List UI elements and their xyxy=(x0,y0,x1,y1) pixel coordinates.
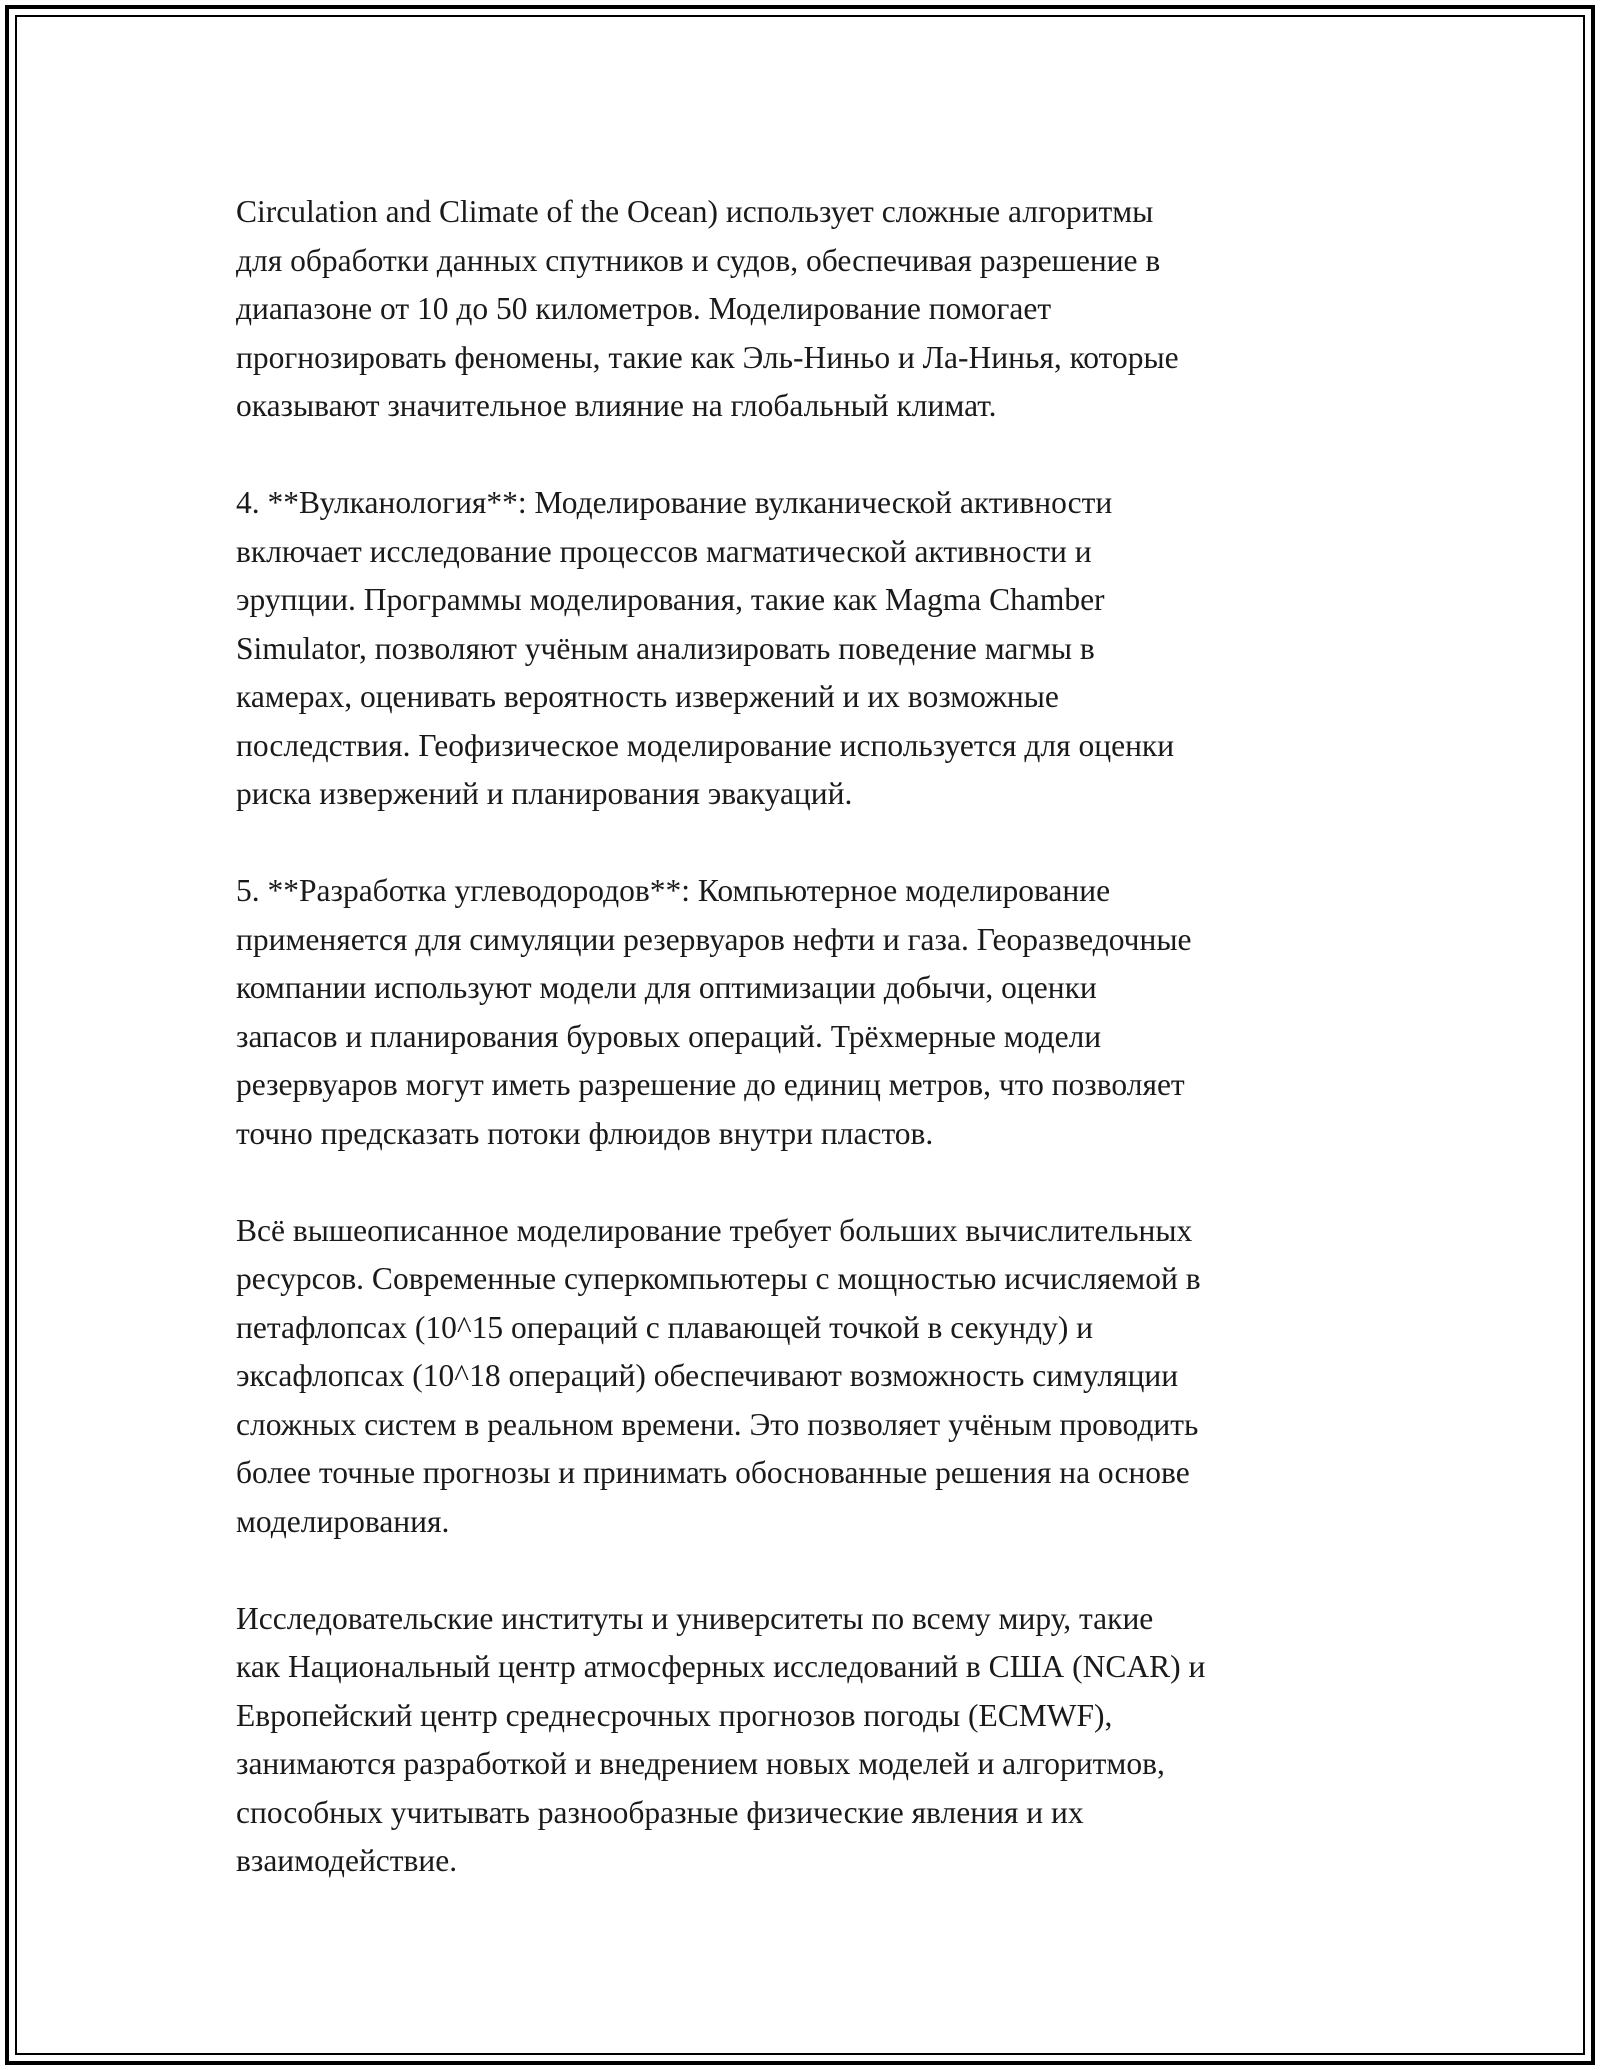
text-line: сложных систем в реальном времени. Это позволяет учёным проводить xyxy=(236,1406,1199,1442)
text-line: Исследовательские институты и университеты по всему миру, такие xyxy=(236,1600,1154,1636)
text-line: Simulator, позволяют учёным анализировать поведение магмы в xyxy=(236,630,1095,666)
paragraph-spacer xyxy=(236,819,1396,868)
text-line: для обработки данных спутников и судов, обеспечивая разрешение в xyxy=(236,242,1161,278)
paragraph-hydrocarbons xyxy=(236,867,1396,1158)
text-line: риска извержений и планирования эвакуаций. xyxy=(236,776,853,811)
paragraph-spacer xyxy=(236,1546,1396,1595)
text-line: точно предсказать потоки флюидов внутри пластов. xyxy=(236,1115,934,1151)
text-line: ресурсов. Современные суперкомпьютеры с мощностью исчисляемой в xyxy=(236,1261,1201,1296)
text-line: более точные прогнозы и принимать обоснованные решения на основе xyxy=(236,1455,1190,1490)
text-line: диапазоне от 10 до 50 километров. Моделирование помогает xyxy=(236,291,1052,326)
paragraph-research-institutes xyxy=(236,1595,1396,1886)
text-line: включает исследование процессов магматической активности и xyxy=(236,533,1092,569)
text-line: прогнозировать феномены, такие как Эль-Ниньо и Ла-Нинья, которые xyxy=(236,339,1179,375)
text-line: применяется для симуляции резервуаров нефти и газа. Георазведочные xyxy=(236,921,1192,957)
text-line: способных учитывать разнообразные физические явления и их xyxy=(236,1794,1084,1830)
paragraph-computing-resources xyxy=(236,1207,1396,1547)
text-line: 4. **Вулканология**: Моделирование вулканической активности xyxy=(236,485,1113,520)
paragraph-ocean-modeling xyxy=(236,188,1396,431)
text-line: Европейский центр среднесрочных прогнозов погоды (ECMWF), xyxy=(236,1697,1113,1733)
paragraph-spacer xyxy=(236,431,1396,480)
text-line: оказывают значительное влияние на глобальный климат. xyxy=(236,388,997,423)
text-line: занимаются разработкой и внедрением новых моделей и алгоритмов, xyxy=(236,1746,1165,1781)
text-line: запасов и планирования буровых операций. Трёхмерные модели xyxy=(236,1018,1102,1054)
text-line: Circulation and Climate of the Ocean) использует сложные алгоритмы xyxy=(236,194,1154,229)
text-line: компании используют модели для оптимизации добычи, оценки xyxy=(236,970,1097,1005)
paragraph-spacer xyxy=(236,1158,1396,1207)
text-line: эрупции. Программы моделирования, такие как Magma Chamber xyxy=(236,582,1105,617)
text-line: эксафлопсах (10^18 операций) обеспечивают возможность симуляции xyxy=(236,1358,1179,1393)
text-line: моделирования. xyxy=(236,1503,450,1539)
text-line: как Национальный центр атмосферных исследований в США (NCAR) и xyxy=(236,1649,1206,1684)
text-line: резервуаров могут иметь разрешение до единиц метров, что позволяет xyxy=(236,1067,1185,1102)
text-line: 5. **Разработка углеводородов**: Компьютерное моделирование xyxy=(236,873,1111,908)
text-line: петафлопсах (10^15 операций с плавающей точкой в секунду) и xyxy=(236,1309,1094,1345)
text-line: взаимодействие. xyxy=(236,1843,458,1878)
text-line: последствия. Геофизическое моделирование используется для оценки xyxy=(236,727,1175,763)
document-body xyxy=(236,188,1396,1886)
text-line: камерах, оценивать вероятность извержений и их возможные xyxy=(236,679,1059,714)
text-line: Всё вышеописанное моделирование требует больших вычислительных xyxy=(236,1212,1193,1248)
paragraph-volcanology xyxy=(236,479,1396,819)
